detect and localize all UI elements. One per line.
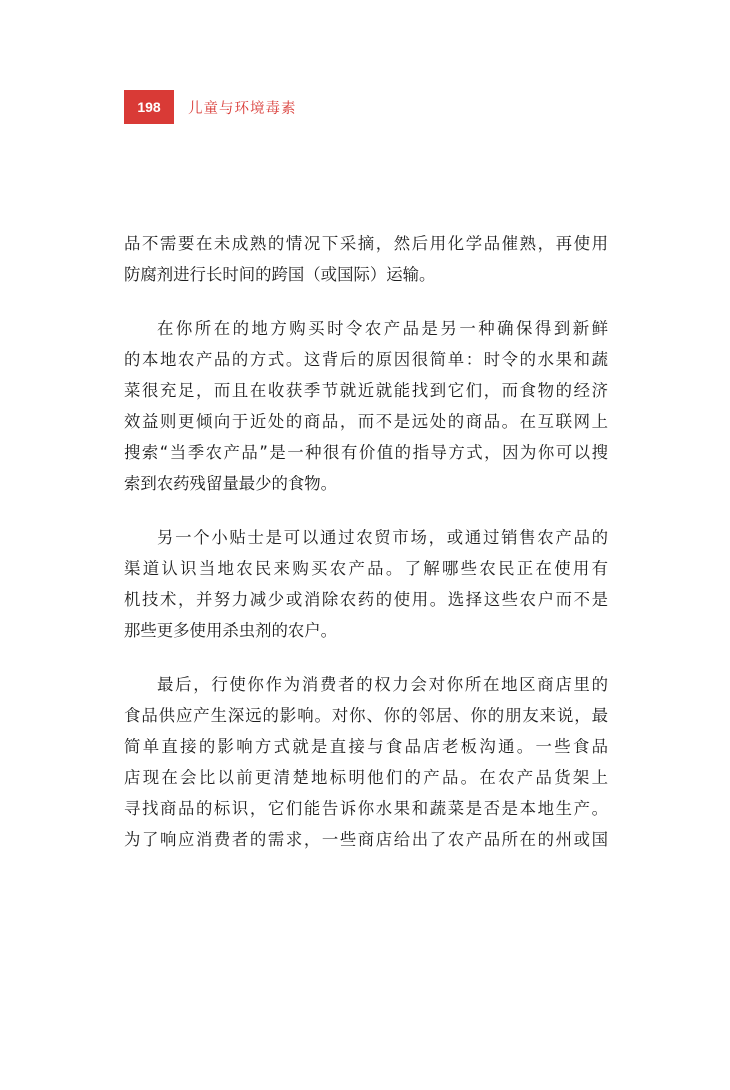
text-line: 的本地农产品的方式。这背后的原因很简单：时令的水果和蔬 (124, 350, 608, 369)
text-line: 搜索“当季农产品”是一种很有价值的指导方式，因为你可以搜 (124, 443, 608, 462)
paragraph-3 (124, 522, 608, 646)
text-line: 另一个小贴士是可以通过农贸市场，或通过销售农产品的 (157, 528, 608, 547)
text-line: 寻找商品的标识，它们能告诉你水果和蔬菜是否是本地生产。 (124, 799, 608, 818)
body-text (124, 228, 608, 878)
text-line: 店现在会比以前更清楚地标明他们的产品。在农产品货架上 (124, 768, 608, 787)
text-line: 简单直接的影响方式就是直接与食品店老板沟通。一些食品 (124, 737, 608, 756)
text-line: 最后，行使你作为消费者的权力会对你所在地区商店里的 (157, 675, 608, 694)
text-line: 菜很充足，而且在收获季节就近就能找到它们，而食物的经济 (124, 381, 608, 400)
text-line: 效益则更倾向于近处的商品，而不是远处的商品。在互联网上 (124, 412, 608, 431)
text-line: 机技术，并努力减少或消除农药的使用。选择这些农户而不是 (124, 590, 608, 609)
page-number: 198 (124, 90, 174, 124)
text-line: 在你所在的地方购买时令农产品是另一种确保得到新鲜 (157, 319, 608, 338)
running-title: 儿童与环境毒素 (188, 100, 297, 117)
text-line: 防腐剂进行长时间的跨国（或国际）运输。 (124, 265, 436, 284)
text-line: 那些更多使用杀虫剂的农户。 (124, 621, 338, 640)
paragraph-4 (124, 669, 608, 855)
paragraph-1 (124, 228, 608, 290)
paragraph-2 (124, 313, 608, 499)
text-line: 品不需要在未成熟的情况下采摘，然后用化学品催熟，再使用 (124, 234, 608, 253)
text-line: 食品供应产生深远的影响。对你、你的邻居、你的朋友来说，最 (124, 706, 608, 725)
text-line: 渠道认识当地农民来购买农产品。了解哪些农民正在使用有 (124, 559, 608, 578)
page-header (124, 90, 297, 124)
text-line: 为了响应消费者的需求，一些商店给出了农产品所在的州或国 (124, 830, 608, 849)
text-line: 索到农药残留量最少的食物。 (124, 474, 338, 493)
